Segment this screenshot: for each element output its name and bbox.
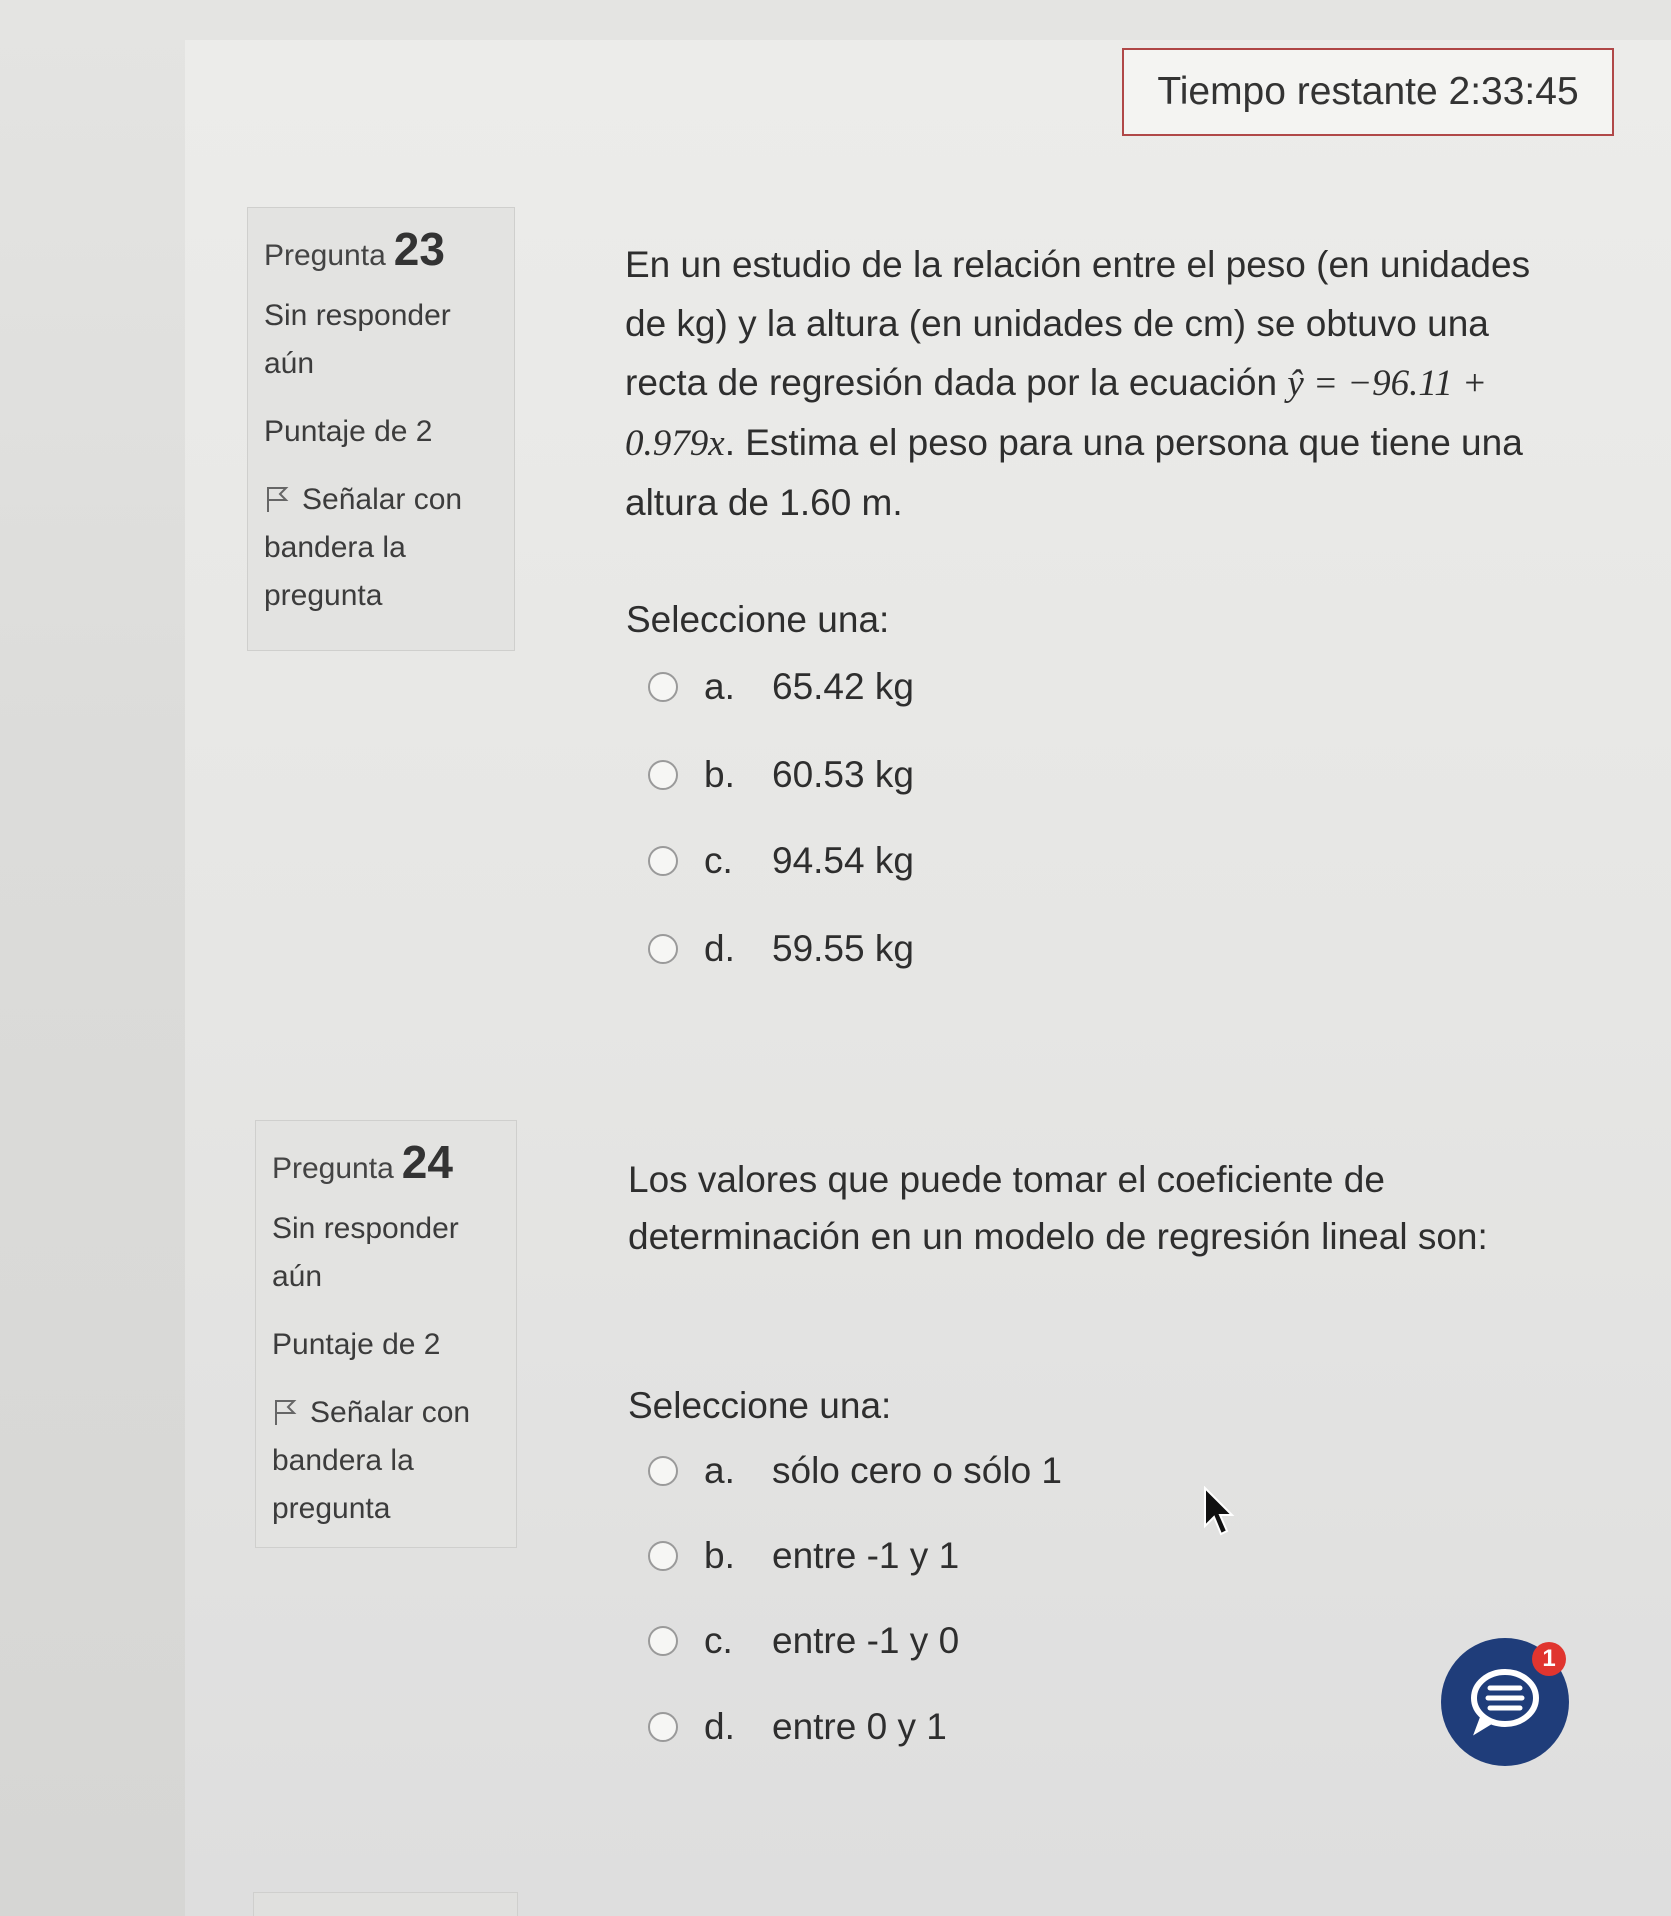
option-text: 65.42 kg <box>772 666 914 707</box>
flag-icon <box>264 485 290 513</box>
option-letter: d. <box>704 1706 735 1747</box>
radio-button[interactable] <box>648 760 678 790</box>
flag-question-label: Señalar con bandera la pregunta <box>264 483 463 612</box>
flag-question-label: Señalar con bandera la pregunta <box>272 1396 471 1525</box>
time-remaining-label: Tiempo restante 2:33:45 <box>1157 70 1579 113</box>
option-text: entre 0 y 1 <box>772 1706 947 1747</box>
radio-button[interactable] <box>648 1712 678 1742</box>
radio-button[interactable] <box>648 1541 678 1571</box>
mouse-pointer-icon <box>1203 1486 1235 1538</box>
option-text: entre -1 y 1 <box>772 1535 960 1576</box>
option-c[interactable] <box>648 840 914 882</box>
option-c[interactable] <box>648 1620 959 1662</box>
question-info-24 <box>255 1120 517 1548</box>
question-text-part-1: En un estudio de la relación entre el peso (en unidades de kg) y la altura (en unidades de cm) se obtuvo una recta de regresión dada por la ecuación <box>625 244 1531 403</box>
option-letter: a. <box>704 1450 735 1491</box>
flag-icon <box>272 1398 298 1426</box>
option-a[interactable] <box>648 666 914 708</box>
option-text: 59.55 kg <box>772 928 914 969</box>
option-letter: b. <box>704 1535 735 1576</box>
radio-button[interactable] <box>648 672 678 702</box>
option-letter: a. <box>704 666 735 707</box>
radio-button[interactable] <box>648 934 678 964</box>
select-one-prompt: Seleccione una: <box>626 599 890 640</box>
notification-badge: 1 <box>1532 1642 1566 1676</box>
question-label: Pregunta <box>272 1152 394 1185</box>
question-info-23 <box>247 207 515 651</box>
regression-equation: ŷ = −96.11 + 0.979x <box>625 363 1487 464</box>
question-text-24 <box>628 1151 1528 1265</box>
next-question-info-edge <box>253 1892 518 1916</box>
question-text-23 <box>625 235 1565 532</box>
option-b[interactable] <box>648 754 914 796</box>
option-text: 60.53 kg <box>772 754 914 795</box>
question-title <box>272 1136 500 1188</box>
question-text-part-2: . Estima el peso para una persona que tiene una altura de 1.60 m. <box>625 422 1523 523</box>
time-remaining-box <box>1122 48 1614 136</box>
option-a[interactable] <box>648 1450 1062 1492</box>
flag-question-link[interactable] <box>272 1389 500 1533</box>
radio-button[interactable] <box>648 846 678 876</box>
question-number: 24 <box>401 1136 453 1188</box>
option-text: entre -1 y 0 <box>772 1620 960 1661</box>
question-marks: Puntaje de 2 <box>264 415 433 448</box>
select-one-prompt: Seleccione una: <box>628 1385 892 1426</box>
option-d[interactable] <box>648 928 914 970</box>
question-title <box>264 223 498 275</box>
flag-question-link[interactable] <box>264 476 498 620</box>
question-label: Pregunta <box>264 239 386 272</box>
radio-button[interactable] <box>648 1456 678 1486</box>
question-text: Los valores que puede tomar el coeficiente de determinación en un modelo de regresión lineal son: <box>628 1159 1488 1257</box>
option-letter: b. <box>704 754 735 795</box>
option-b[interactable] <box>648 1535 959 1577</box>
question-status: Sin responder aún <box>264 299 451 380</box>
option-letter: c. <box>704 1620 733 1661</box>
option-d[interactable] <box>648 1706 947 1748</box>
option-text: sólo cero o sólo 1 <box>772 1450 1063 1491</box>
option-letter: c. <box>704 840 733 881</box>
question-status: Sin responder aún <box>272 1212 459 1293</box>
option-text: 94.54 kg <box>772 840 914 881</box>
question-marks: Puntaje de 2 <box>272 1328 441 1361</box>
chat-bubble-icon <box>1468 1668 1542 1736</box>
option-letter: d. <box>704 928 735 969</box>
question-number: 23 <box>393 223 445 275</box>
radio-button[interactable] <box>648 1626 678 1656</box>
